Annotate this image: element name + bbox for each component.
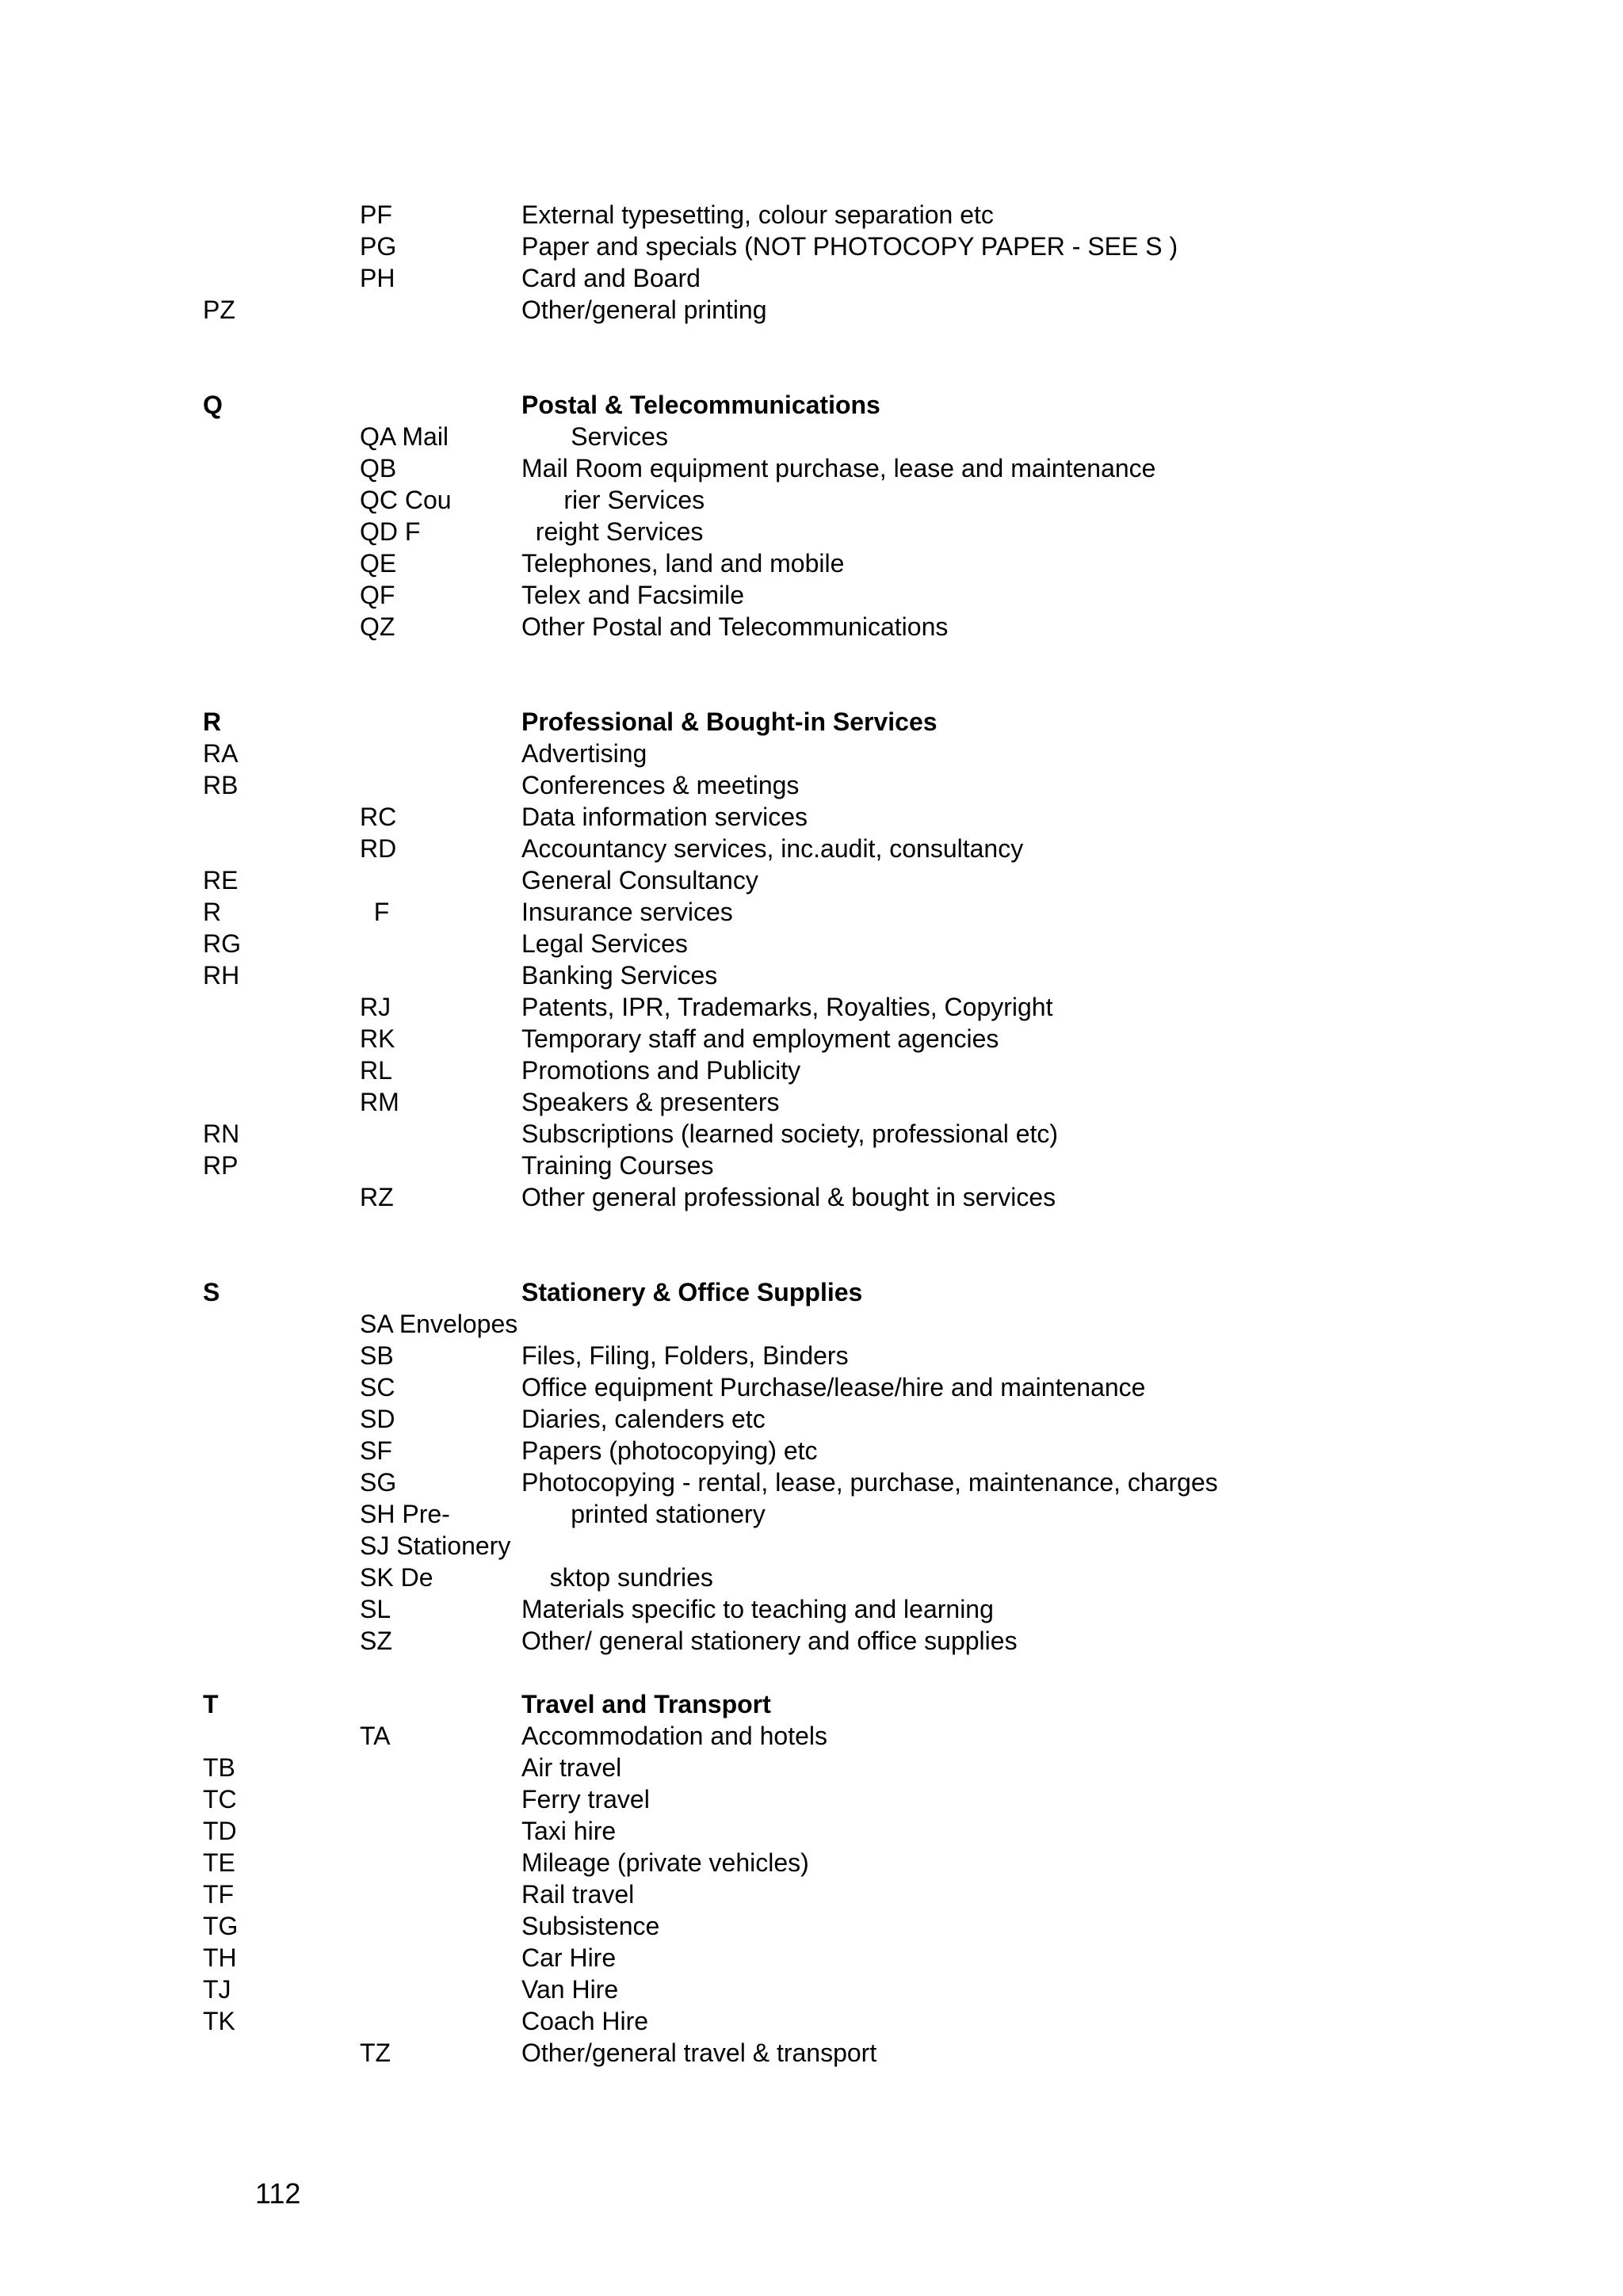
list-item [0,864,1623,896]
list-item [0,1435,1623,1466]
code-level2: TZ [360,2039,391,2067]
code-description: Temporary staff and employment agencies [521,1024,999,1053]
code-level2: QF [360,581,395,609]
code-description: Photocopying - rental, lease, purchase, maintenance, charges [521,1468,1218,1497]
code-level2: SA Envelopes [360,1310,518,1338]
list-item [0,1625,1623,1657]
section-heading [0,1688,1623,1720]
list-item [0,1815,1623,1847]
list-item [0,1340,1623,1371]
code-level2: QB [360,454,397,482]
list-item [0,1847,1623,1878]
list-item [0,547,1623,579]
list-item [0,801,1623,833]
code-level1: PZ [203,296,235,324]
code-description: Ferry travel [521,1785,650,1814]
code-description: Van Hire [521,1975,619,2004]
code-description: reight Services [521,517,704,546]
list-item [0,1942,1623,1974]
list-item [0,1878,1623,1910]
code-level1: R [203,898,222,926]
code-description: Patents, IPR, Trademarks, Royalties, Copyright [521,993,1053,1021]
list-item [0,2037,1623,2069]
list-item [0,1783,1623,1815]
code-description: Other/general travel & transport [521,2039,877,2067]
code-level2: SF [360,1436,392,1465]
list-item [0,199,1623,231]
code-description: Subsistence [521,1912,660,1940]
list-item [0,1466,1623,1498]
list-item [0,1150,1623,1181]
code-description: Papers (photocopying) etc [521,1436,818,1465]
code-description: Other Postal and Telecommunications [521,612,949,641]
code-description: Car Hire [521,1943,617,1972]
code-description: Rail travel [521,1880,635,1909]
code-level1: TE [203,1848,235,1877]
code-description: Other/general printing [521,296,767,324]
section-title: Professional & Bought-in Services [521,707,938,736]
code-level2: QZ [360,612,395,641]
code-level2: SH Pre- [360,1500,450,1528]
list-item [0,833,1623,864]
list-item [0,928,1623,959]
code-description: Paper and specials (NOT PHOTOCOPY PAPER - SEE S ) [521,232,1178,261]
section-title: Travel and Transport [521,1690,771,1718]
code-level2: F [360,898,390,926]
page-number: 112 [255,2177,301,2210]
list-item [0,1562,1623,1593]
code-level1: RA [203,739,239,768]
code-description: Conferences & meetings [521,771,800,799]
list-item [0,231,1623,262]
code-level2: SK De [360,1563,433,1592]
list-item [0,2005,1623,2037]
code-level1: RN [203,1119,240,1148]
code-level2: SD [360,1405,395,1433]
list-item [0,1371,1623,1403]
code-level1: RB [203,771,239,799]
list-item [0,896,1623,928]
code-level1: RG [203,929,241,958]
code-description: Banking Services [521,961,718,990]
list-item [0,1308,1623,1340]
code-description: External typesetting, colour separation etc [521,200,994,229]
code-level2: SZ [360,1627,392,1655]
code-level2: SC [360,1373,395,1402]
code-description: Telephones, land and mobile [521,549,845,578]
list-item [0,1910,1623,1942]
code-level1: TK [203,2007,235,2035]
code-description: Accountancy services, inc.audit, consultancy [521,834,1024,863]
code-description: Speakers & presenters [521,1088,780,1116]
code-level1: TD [203,1817,237,1845]
code-level2: RM [360,1088,399,1116]
list-item [0,738,1623,769]
code-description: Card and Board [521,264,701,292]
code-level1: TG [203,1912,239,1940]
list-item [0,769,1623,801]
code-level1: RP [203,1151,239,1180]
code-description: Mileage (private vehicles) [521,1848,809,1877]
code-description: Air travel [521,1753,622,1782]
list-item [0,1974,1623,2005]
code-level1: TJ [203,1975,231,2004]
code-level2: RZ [360,1183,394,1211]
code-level2: RL [360,1056,392,1085]
code-description: General Consultancy [521,866,758,894]
code-description: rier Services [521,486,705,514]
code-description: Promotions and Publicity [521,1056,801,1085]
code-description: Coach Hire [521,2007,649,2035]
list-item [0,1023,1623,1055]
code-description: Data information services [521,803,808,831]
section-title: Postal & Telecommunications [521,391,880,419]
list-item [0,611,1623,643]
code-level2: RC [360,803,397,831]
code-level2: RD [360,834,397,863]
list-item [0,421,1623,452]
code-description: Advertising [521,739,647,768]
list-item [0,1720,1623,1752]
code-description: Mail Room equipment purchase, lease and maintenance [521,454,1156,482]
code-description: Services [521,422,668,451]
list-item [0,1752,1623,1783]
list-item [0,1403,1623,1435]
code-level2: PF [360,200,392,229]
section-heading [0,706,1623,738]
code-level1: RH [203,961,240,990]
code-description: Files, Filing, Folders, Binders [521,1341,849,1370]
code-description: Accommodation and hotels [521,1722,827,1750]
list-item [0,1181,1623,1213]
code-level1: TH [203,1943,237,1972]
list-item [0,1498,1623,1530]
list-item [0,452,1623,484]
code-level2: QC Cou [360,486,452,514]
code-description: Telex and Facsimile [521,581,744,609]
code-level2: QE [360,549,397,578]
list-item [0,1530,1623,1562]
code-description: Other/ general stationery and office supplies [521,1627,1018,1655]
list-item [0,1086,1623,1118]
code-description: printed stationery [521,1500,766,1528]
code-level2: PH [360,264,395,292]
code-level2: QA Mail [360,422,449,451]
code-description: sktop sundries [521,1563,713,1592]
code-description: Diaries, calenders etc [521,1405,766,1433]
code-level2: RK [360,1024,395,1053]
list-item [0,991,1623,1023]
code-level2: SG [360,1468,397,1497]
code-level2: PG [360,232,397,261]
code-level1: TC [203,1785,237,1814]
code-level2: TA [360,1722,391,1750]
list-item [0,516,1623,547]
code-description: Materials specific to teaching and learning [521,1595,994,1623]
list-item [0,1055,1623,1086]
code-level1: TF [203,1880,235,1909]
list-item [0,959,1623,991]
code-level1: TB [203,1753,235,1782]
code-description: Legal Services [521,929,688,958]
section-letter: T [203,1690,219,1718]
code-description: Taxi hire [521,1817,617,1845]
section-heading [0,1276,1623,1308]
code-description: Subscriptions (learned society, professional etc) [521,1119,1059,1148]
section-letter: R [203,707,222,736]
list-item [0,1118,1623,1150]
list-item [0,262,1623,294]
code-level2: SJ Stationery [360,1531,511,1560]
section-letter: S [203,1278,220,1306]
list-item [0,484,1623,516]
code-description: Training Courses [521,1151,714,1180]
section-title: Stationery & Office Supplies [521,1278,863,1306]
code-description: Office equipment Purchase/lease/hire and maintenance [521,1373,1146,1402]
code-level2: QD F [360,517,421,546]
list-item [0,579,1623,611]
list-item [0,1593,1623,1625]
code-level2: SB [360,1341,394,1370]
section-heading [0,389,1623,421]
code-description: Other general professional & bought in services [521,1183,1056,1211]
code-description: Insurance services [521,898,733,926]
code-level1: RE [203,866,239,894]
section-letter: Q [203,391,223,419]
code-level2: RJ [360,993,391,1021]
list-item [0,294,1623,326]
code-level2: SL [360,1595,391,1623]
